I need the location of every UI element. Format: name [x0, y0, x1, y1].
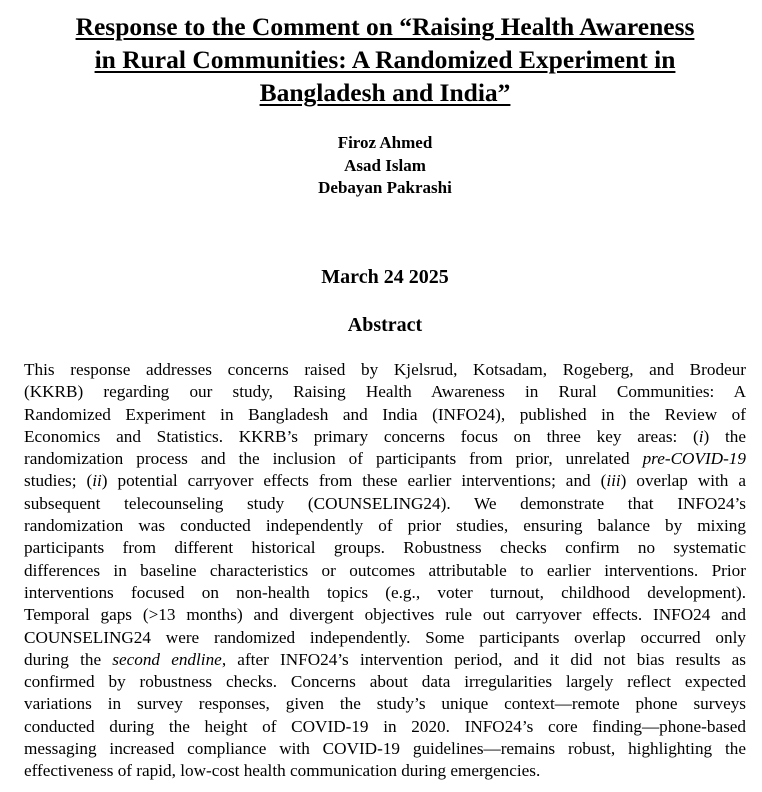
author-name: Asad Islam — [344, 155, 426, 175]
title-line-3: Bangladesh and India” — [259, 78, 511, 107]
abstract-line: Randomized Experiment in Bangladesh and India (INFO24), published in the Review of — [24, 404, 746, 424]
author-list — [0, 132, 762, 200]
abstract-line: subsequent telecounseling study (COUNSELING24). We demonstrate that INFO24’s — [24, 493, 746, 513]
abstract-line: This response addresses concerns raised by Kjelsrud, Kotsadam, Rogeberg, and Brodeur — [24, 360, 746, 379]
abstract-line: confirmed by robustness checks. Concerns about data irregularities largely reflect expected — [24, 672, 746, 692]
abstract-line: conducted during the height of COVID-19 in 2020. INFO24’s core finding—phone-based — [24, 716, 746, 736]
abstract-line: Temporal gaps (>13 months) and divergent objectives rule out carryover effects. INFO24 and — [24, 605, 746, 625]
abstract-line: randomization process and the inclusion of participants from prior, unrelated pre-COVID-19 — [24, 449, 746, 469]
abstract-heading: Abstract — [347, 314, 423, 336]
abstract-line: participants from different historical groups. Robustness checks confirm no systematic — [24, 538, 746, 558]
abstract-line: COUNSELING24 were randomized independently. Some participants overlap occurred only — [24, 627, 746, 647]
abstract-body — [24, 359, 746, 783]
abstract-line: messaging increased compliance with COVID-19 guidelines—remains robust, highlighting the — [24, 739, 746, 759]
author-name: Firoz Ahmed — [337, 133, 433, 152]
abstract-line: Economics and Statistics. KKRB’s primary concerns focus on three key areas: (i) the — [24, 426, 746, 446]
abstract-line: randomization was conducted independently of prior studies, ensuring balance by mixing — [24, 516, 746, 536]
paper-title — [0, 10, 762, 109]
title-line-1: Response to the Comment on “Raising Health Awareness — [75, 12, 695, 41]
author-name: Debayan Pakrashi — [318, 178, 452, 197]
abstract-line: differences in baseline characteristics or outcomes attributable to earlier interventions. Prior — [24, 560, 746, 580]
abstract-line: effectiveness of rapid, low-cost health communication during emergencies. — [24, 761, 541, 781]
abstract-line: variations in survey responses, given the study’s unique context—remote phone surveys — [24, 694, 746, 714]
abstract-line: (KKRB) regarding our study, Raising Health Awareness in Rural Communities: A — [24, 382, 746, 402]
title-line-2: in Rural Communities: A Randomized Experiment in — [94, 45, 676, 74]
abstract-line: studies; (ii) potential carryover effects from these earlier interventions; and (iii) overlap with a — [24, 471, 746, 491]
abstract-line: during the second endline, after INFO24’s intervention period, and it did not bias results as — [24, 649, 746, 669]
publication-date: March 24 2025 — [321, 266, 449, 288]
abstract-line: interventions focused on non-health topics (e.g., voter turnout, childhood development). — [24, 582, 746, 602]
